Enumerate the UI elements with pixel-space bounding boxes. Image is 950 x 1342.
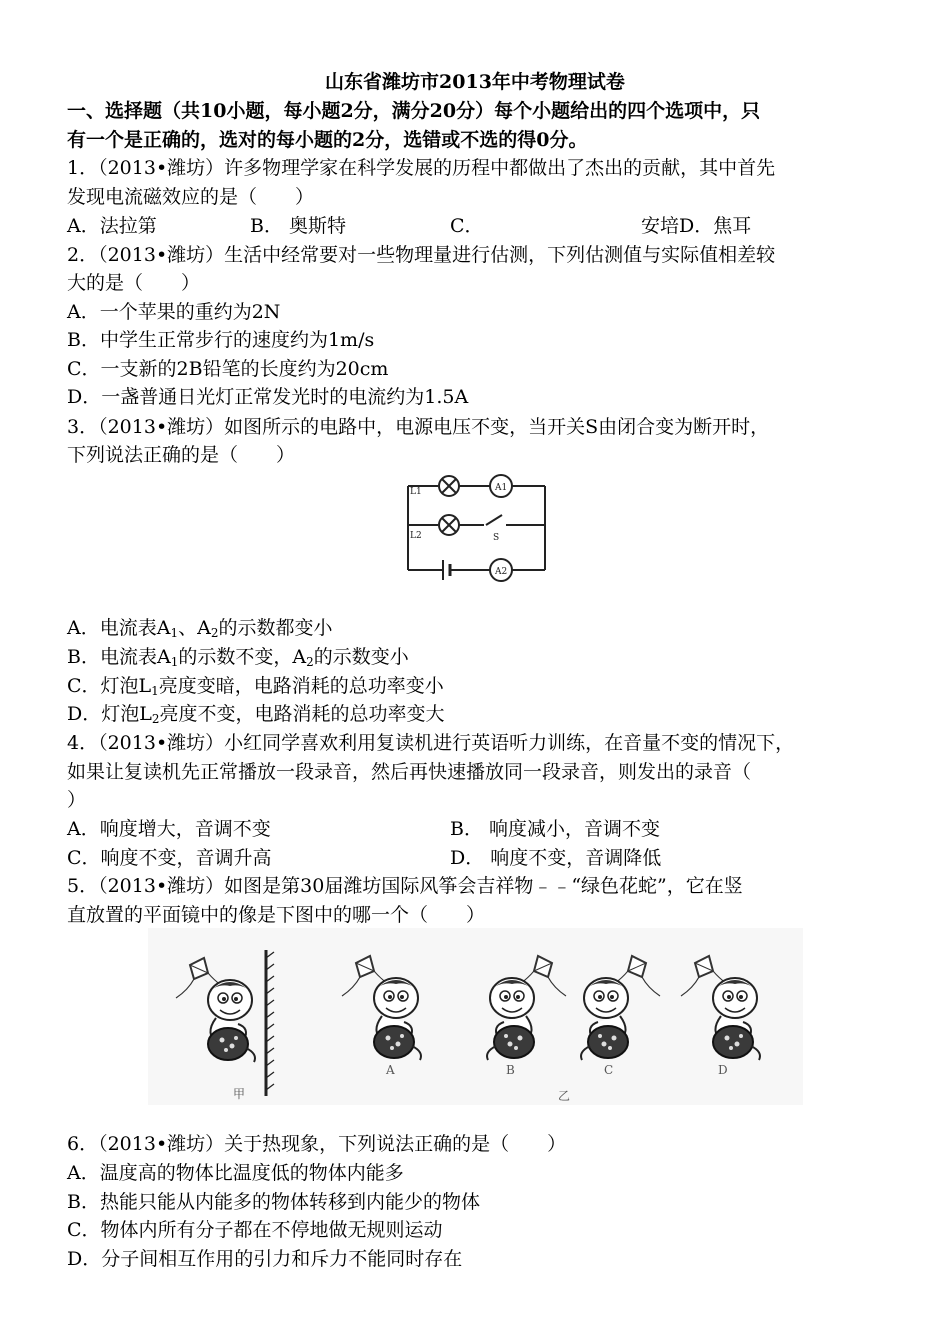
q3-option-d: D．灯泡$L_2$亮度不变，电路消耗的总功率变大 [67,703,445,726]
mirror-figure [148,928,803,1105]
q4-stem-line3: ） [67,789,87,811]
q2-stem-line2: 大的是（ ） [67,272,201,294]
label-b: B [506,1063,515,1077]
page-title: 山东省潍坊市2013年中考物理试卷 [325,71,625,93]
label-s: S [493,533,500,543]
label-jia: 甲 [233,1087,246,1101]
q2-option-c: C．一支新的2B铅笔的长度约为20cm [67,358,389,380]
q3-option-b: B．电流表$A_1$的示数不变，$A_2$的示数变小 [67,646,409,669]
q4-option-d: D． 响度不变，音调降低 [450,847,662,869]
q3-stem-line2: 下列说法正确的是（ ） [67,444,296,466]
label-c: C [604,1063,614,1077]
q2-option-d: D．一盏普通日光灯正常发光时的电流约为1.5A [67,386,469,408]
circuit-diagram [400,470,552,585]
q3-option-a: A．电流表$A_1$、$A_2$的示数都变小 [67,617,333,640]
q6-option-d: D．分子间相互作用的引力和斥力不能同时存在 [67,1248,463,1270]
q6-option-a: A．温度高的物体比温度低的物体内能多 [67,1162,404,1184]
q4-option-a: A．响度增大，音调不变 [67,818,271,840]
label-a: A [386,1063,395,1077]
q4-stem-line1: 4．（2013•潍坊）小红同学喜欢利用复读机进行英语听力训练，在音量不变的情况下， [67,732,795,754]
label-d: D [718,1063,728,1077]
q1-option-b: B． 奥斯特 [250,215,347,237]
label-l1: L1 [410,487,422,497]
q6-stem-line1: 6．（2013•潍坊）关于热现象，下列说法正确的是（ ） [67,1133,567,1155]
label-a2: A2 [495,567,508,577]
q1-option-c-d: 安培D．焦耳 [641,215,752,237]
q4-option-b: B． 响度减小，音调不变 [450,818,661,840]
q3-stem-line1: 3．（2013•潍坊）如图所示的电路中，电源电压不变，当开关S由闭合变为断开时， [67,416,770,438]
section-heading-line2: 有一个是正确的，选对的每小题的2分，选错或不选的得0分。 [67,129,588,151]
label-a1: A1 [495,483,508,493]
q6-option-c: C．物体内所有分子都在不停地做无规则运动 [67,1219,443,1241]
q2-option-a: A．一个苹果的重约为2N [67,301,281,323]
label-l2: L2 [410,531,422,541]
section-heading-line1: 一、选择题（共10小题，每小题2分，满分20分）每个小题给出的四个选项中，只 [67,100,761,122]
q2-option-b: B．中学生正常步行的速度约为1m/s [67,329,375,351]
q1-option-a: A．法拉第 [67,215,157,237]
q1-option-c: C． [450,215,484,237]
q1-stem-line1: 1．（2013•潍坊）许多物理学家在科学发展的历程中都做出了杰出的贡献，其中首先 [67,157,776,179]
label-yi: 乙 [558,1089,571,1103]
q6-option-b: B．热能只能从内能多的物体转移到内能少的物体 [67,1191,480,1213]
q3-option-c: C．灯泡$L_1$亮度变暗，电路消耗的总功率变小 [67,675,444,698]
q5-stem-line1: 5．（2013•潍坊）如图是第30届潍坊国际风筝会吉祥物﹣﹣“绿色花蛇”，它在竖 [67,875,743,897]
q4-option-c: C．响度不变，音调升高 [67,847,272,869]
q2-stem-line1: 2．（2013•潍坊）生活中经常要对一些物理量进行估测，下列估测值与实际值相差较 [67,244,776,266]
q5-stem-line2: 直放置的平面镜中的像是下图中的哪一个（ ） [67,904,486,926]
q4-stem-line2: 如果让复读机先正常播放一段录音，然后再快速播放同一段录音，则发出的录音（ [67,761,752,783]
q1-stem-line2: 发现电流磁效应的是（ ） [67,186,315,208]
